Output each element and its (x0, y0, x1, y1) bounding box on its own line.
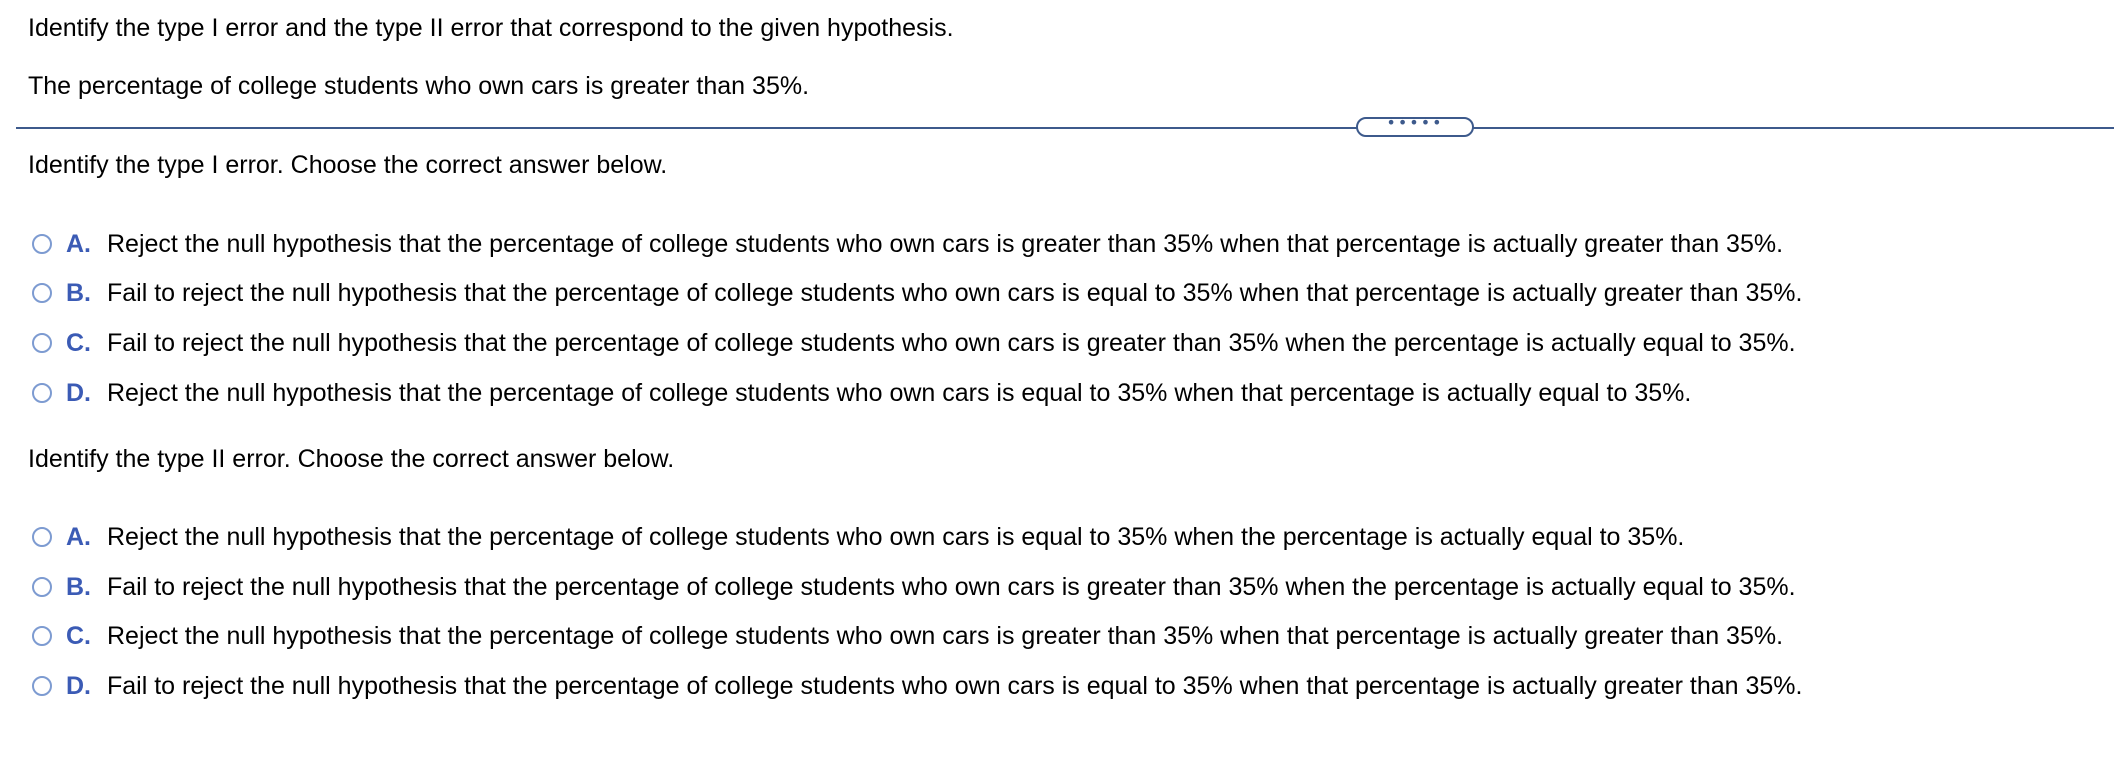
radio-button[interactable] (32, 577, 52, 597)
radio-button[interactable] (32, 283, 52, 303)
type1-option-d[interactable] (32, 376, 1691, 410)
option-text: Reject the null hypothesis that the percentage of college students who own cars is greater than 35% when that percentage is actually greater than 35%. (107, 621, 1784, 650)
option-text: Reject the null hypothesis that the percentage of college students who own cars is greater than 35% when that percentage is actually greater than 35%. (107, 229, 1784, 258)
option-text: Fail to reject the null hypothesis that the percentage of college students who own cars is greater than 35% when the percentage is actually equal to 35%. (107, 328, 1796, 357)
option-text: Reject the null hypothesis that the percentage of college students who own cars is equal to 35% when that percentage is actually equal to 35%. (107, 378, 1692, 407)
option-letter: D. (66, 671, 91, 700)
type2-prompt: Identify the type II error. Choose the correct answer below. (28, 445, 675, 473)
option-letter: A. (66, 229, 91, 258)
type1-prompt: Identify the type I error. Choose the correct answer below. (28, 151, 668, 179)
radio-button[interactable] (32, 527, 52, 547)
type2-option-a[interactable] (32, 520, 1684, 554)
option-letter: D. (66, 378, 91, 407)
type2-option-d[interactable] (32, 669, 1802, 703)
radio-button[interactable] (32, 676, 52, 696)
option-text: Fail to reject the null hypothesis that the percentage of college students who own cars is equal to 35% when that percentage is actually greater than 35%. (107, 278, 1803, 307)
option-text: Reject the null hypothesis that the percentage of college students who own cars is equal to 35% when the percentage is actually equal to 35%. (107, 522, 1685, 551)
option-letter: B. (66, 278, 91, 307)
question-instruction: Identify the type I error and the type II error that correspond to the given hypothesis. (28, 14, 954, 42)
type1-option-a[interactable] (32, 227, 1783, 261)
type2-option-c[interactable] (32, 619, 1783, 653)
expand-more-handle[interactable]: ••••• (1356, 117, 1474, 137)
radio-button[interactable] (32, 383, 52, 403)
type1-option-c[interactable] (32, 326, 1796, 360)
section-divider (16, 127, 2114, 129)
radio-button[interactable] (32, 626, 52, 646)
radio-button[interactable] (32, 333, 52, 353)
option-letter: A. (66, 522, 91, 551)
hypothesis-statement: The percentage of college students who own cars is greater than 35%. (28, 72, 810, 100)
option-text: Fail to reject the null hypothesis that the percentage of college students who own cars is greater than 35% when the percentage is actually equal to 35%. (107, 572, 1796, 601)
option-text: Fail to reject the null hypothesis that the percentage of college students who own cars is equal to 35% when that percentage is actually greater than 35%. (107, 671, 1803, 700)
type2-option-b[interactable] (32, 570, 1796, 604)
type1-option-b[interactable] (32, 276, 1802, 310)
option-letter: B. (66, 572, 91, 601)
option-letter: C. (66, 328, 91, 357)
radio-button[interactable] (32, 234, 52, 254)
option-letter: C. (66, 621, 91, 650)
